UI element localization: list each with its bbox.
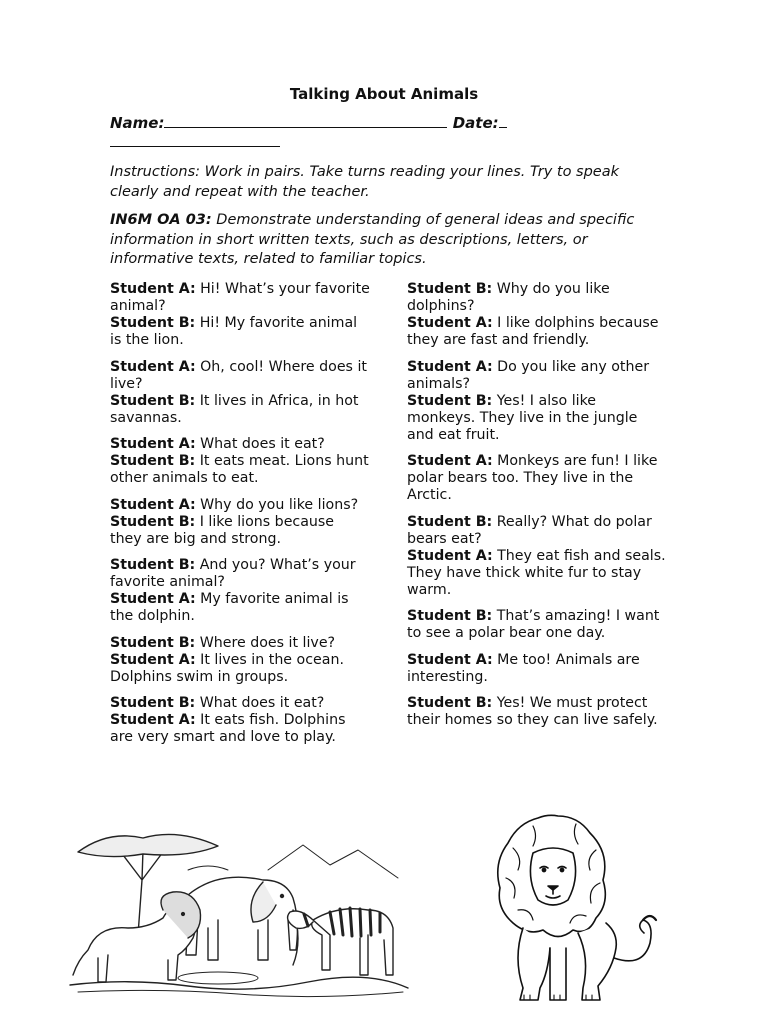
dialogue-line (110, 695, 370, 712)
dialogue-text: Yes! We must protect their homes so they can live safely. (407, 695, 658, 728)
dialogue-text: It eats fish. Dolphins are very smart and love to play. (110, 712, 346, 745)
speaker-label: Student A: (407, 315, 493, 331)
dialogue-text: Oh, cool! Where does it live? (110, 358, 367, 392)
speaker-label: Student B: (407, 695, 493, 711)
lion-illustration (478, 808, 668, 1008)
dialogue-text: That’s amazing! I want to see a polar bear one day. (407, 608, 660, 641)
dialogue-line (407, 453, 667, 504)
speaker-label: Student A: (407, 358, 493, 375)
name-label: Name: (110, 114, 165, 132)
dialogue-line (407, 548, 667, 599)
dialogue-line (110, 635, 370, 652)
objective-code: IN6M OA 03: (110, 212, 212, 228)
right-exchange (407, 514, 667, 599)
right-exchange (407, 608, 667, 642)
dialogue-text: I like lions because they are big and strong. (110, 513, 335, 547)
dialogue-line (110, 281, 370, 315)
left-exchange (110, 635, 370, 686)
dialogue-line (407, 608, 667, 642)
dialogue-column-right (407, 281, 667, 739)
dialogue-line (110, 359, 370, 393)
worksheet-title: Talking About Animals (289, 85, 479, 103)
dialogue-line (110, 712, 370, 746)
left-exchange (110, 557, 370, 625)
dialogue-line (407, 315, 667, 349)
speaker-label: Student B: (407, 513, 493, 530)
dialogue-text: And you? What’s your favorite animal? (110, 557, 356, 590)
dialogue-line (407, 652, 667, 686)
date-blank-continued[interactable] (110, 146, 280, 147)
savanna-animals-illustration (68, 810, 413, 1000)
left-exchange (110, 695, 370, 746)
speaker-label: Student A: (110, 712, 196, 728)
speaker-label: Student B: (110, 513, 196, 530)
speaker-label: Student A: (110, 591, 196, 607)
speaker-label: Student B: (110, 695, 196, 711)
dialogue-text: It lives in Africa, in hot savannas. (110, 392, 359, 426)
date-blank[interactable] (499, 127, 507, 128)
speaker-label: Student A: (110, 436, 196, 452)
dialogue-text: Me too! Animals are interesting. (407, 651, 640, 685)
right-exchange (407, 652, 667, 686)
instructions-text: Instructions: Work in pairs. Take turns reading your lines. Try to speak clearly and repeat with the teacher. (110, 164, 620, 200)
left-exchange (110, 436, 370, 487)
dialogue-text: Hi! My favorite animal is the lion. (110, 315, 358, 348)
speaker-label: Student B: (110, 315, 196, 331)
dialogue-line (110, 453, 370, 487)
dialogue-line (110, 514, 370, 548)
dialogue-line (407, 281, 667, 315)
dialogue-text: Why do you like lions? (200, 496, 359, 513)
dialogue-line (110, 436, 370, 453)
right-exchange (407, 359, 667, 444)
dialogue-text: They eat fish and seals. They have thick white fur to stay warm. (407, 547, 666, 598)
dialogue-line (407, 393, 667, 444)
left-exchange (110, 281, 370, 349)
dialogue-text: I like dolphins because they are fast and friendly. (407, 315, 659, 348)
dialogue-text: Hi! What’s your favorite animal? (110, 281, 370, 314)
dialogue-line (110, 393, 370, 427)
dialogue-text: What does it eat? (199, 695, 325, 711)
speaker-label: Student A: (110, 358, 196, 375)
dialogue-text: Do you like any other animals? (407, 358, 650, 392)
dialogue-text: Why do you like dolphins? (407, 281, 610, 314)
speaker-label: Student B: (110, 453, 196, 469)
dialogue-line (407, 514, 667, 548)
dialogue-text: My favorite animal is the dolphin. (110, 591, 349, 624)
speaker-label: Student B: (407, 608, 493, 624)
speaker-label: Student B: (110, 557, 196, 573)
dialogue-text: Really? What do polar bears eat? (407, 513, 652, 547)
left-exchange (110, 497, 370, 548)
speaker-label: Student A: (407, 651, 493, 668)
date-label: Date: (452, 114, 499, 132)
dialogue-text: It eats meat. Lions hunt other animals to eat. (110, 453, 369, 486)
speaker-label: Student B: (110, 634, 196, 651)
speaker-label: Student B: (407, 281, 493, 297)
dialogue-text: Monkeys are fun! I like polar bears too. They live in the Arctic. (407, 453, 658, 503)
name-blank[interactable] (164, 127, 447, 128)
dialogue-column-left (110, 281, 370, 756)
right-exchange (407, 453, 667, 504)
speaker-label: Student A: (110, 651, 196, 668)
speaker-label: Student A: (407, 547, 493, 564)
dialogue-text: It lives in the ocean. Dolphins swim in groups. (110, 651, 344, 685)
dialogue-text: Yes! I also like monkeys. They live in the jungle and eat fruit. (407, 392, 638, 443)
dialogue-line (407, 695, 667, 729)
dialogue-line (110, 315, 370, 349)
speaker-label: Student A: (110, 281, 196, 297)
dialogue-line (110, 497, 370, 514)
dialogue-line (407, 359, 667, 393)
right-exchange (407, 695, 667, 729)
speaker-label: Student B: (407, 392, 493, 409)
name-date-row (110, 114, 670, 152)
left-exchange (110, 359, 370, 427)
dialogue-line (110, 557, 370, 591)
objective-text: Demonstrate understanding of general ideas and specific information in short written texts, such as descriptions, letters, or informative texts, related to familiar topics. (110, 212, 635, 267)
dialogue-text: Where does it live? (199, 634, 336, 651)
speaker-label: Student A: (407, 453, 493, 469)
right-exchange (407, 281, 667, 349)
speaker-label: Student A: (110, 496, 196, 513)
learning-objective (110, 211, 670, 270)
dialogue-line (110, 652, 370, 686)
dialogue-line (110, 591, 370, 625)
dialogue-text: What does it eat? (200, 436, 325, 452)
speaker-label: Student B: (110, 392, 196, 409)
